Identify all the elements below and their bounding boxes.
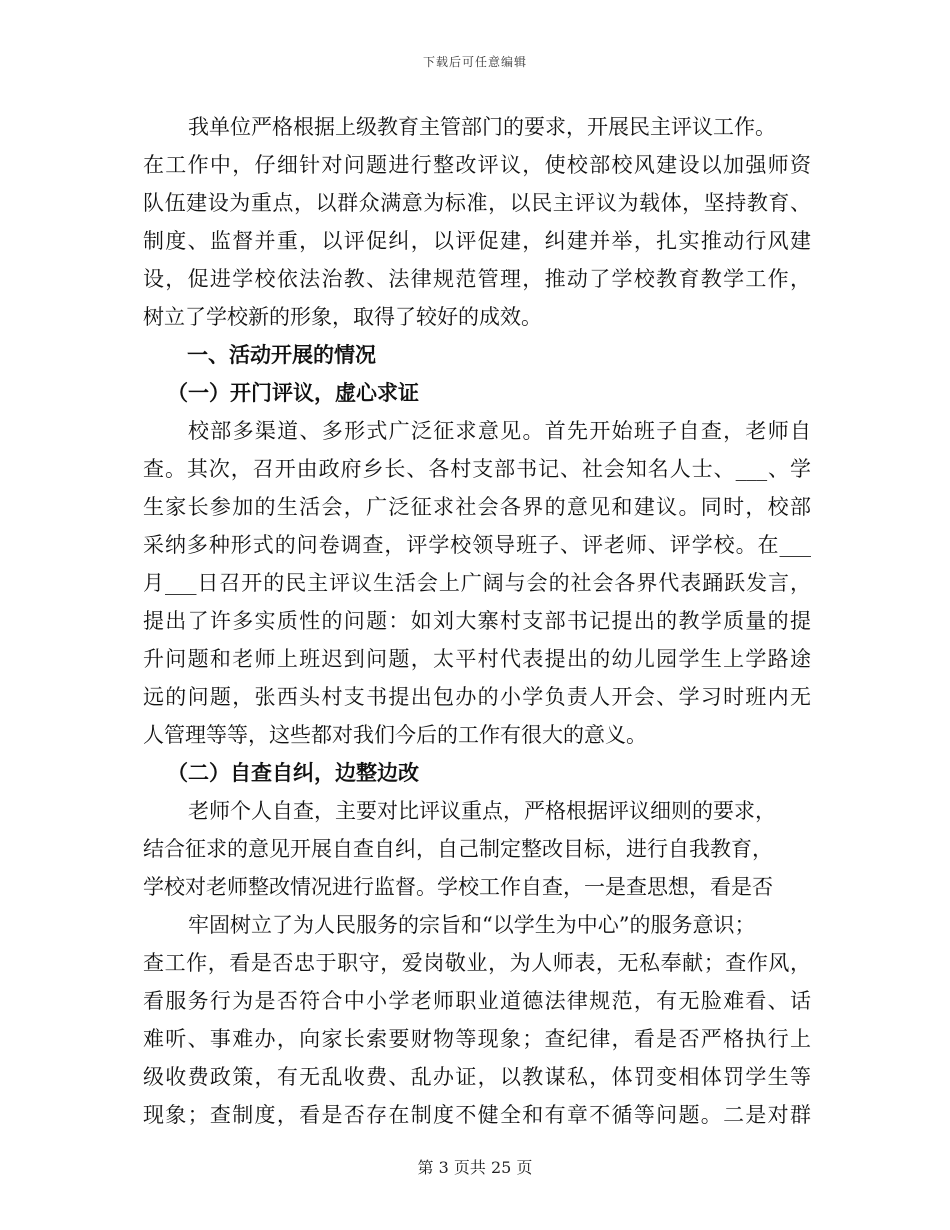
- paragraph-line: 校部多渠道、多形式广泛征求意见。首先开始班子自查，老师自: [188, 419, 811, 443]
- section-heading: 一、活动开展的情况: [187, 343, 376, 367]
- paragraph-line: 学校对老师整改情况进行监督。学校工作自查，一是查思想，看是否: [143, 875, 773, 899]
- paragraph-line: 生家长参加的生活会，广泛征求社会各界的意见和建议。同时，校部: [143, 495, 811, 519]
- subsection-heading: （二）自查自纠，边整边改: [167, 761, 419, 785]
- page-footer: 第 3 页共 25 页: [417, 1158, 533, 1177]
- document-body: [143, 108, 811, 1134]
- paragraph-line: 月___日召开的民主评议生活会上广阔与会的社会各界代表踊跃发言，: [143, 571, 811, 595]
- paragraph-line: 升问题和老师上班迟到问题，太平村代表提出的幼儿园学生上学路途: [143, 647, 811, 671]
- page-header: 下载后可任意编辑: [422, 55, 527, 69]
- paragraph-line: 采纳多种形式的问卷调查，评学校领导班子、评老师、评学校。在___: [143, 533, 811, 557]
- paragraph-line: 现象；查制度，看是否存在制度不健全和有章不循等问题。二是对群: [143, 1103, 811, 1127]
- paragraph-line: 查工作，看是否忠于职守，爱岗敬业，为人师表，无私奉献；查作风，: [143, 951, 811, 975]
- paragraph-line: 难听、事难办，向家长索要财物等现象；查纪律，看是否严格执行上: [143, 1027, 811, 1051]
- paragraph-line: 队伍建设为重点，以群众满意为标准，以民主评议为载体，坚持教育、: [143, 191, 811, 215]
- paragraph-line: 制度、监督并重，以评促纠，以评促建，纠建并举，扎实推动行风建: [143, 229, 811, 253]
- paragraph-line: 提出了许多实质性的问题：如刘大寨村支部书记提出的教学质量的提: [143, 609, 811, 633]
- paragraph-line: 老师个人自查，主要对比评议重点，严格根据评议细则的要求，: [188, 799, 776, 823]
- paragraph-line: 人管理等等，这些都对我们今后的工作有很大的意义。: [143, 723, 647, 747]
- paragraph-line: 看服务行为是否符合中小学老师职业道德法律规范，有无脸难看、话: [143, 989, 811, 1013]
- paragraph-line: 设，促进学校依法治教、法律规范管理，推动了学校教育教学工作，: [143, 267, 811, 291]
- paragraph-line: 我单位严格根据上级教育主管部门的要求，开展民主评议工作。: [188, 115, 776, 139]
- paragraph-line: 树立了学校新的形象，取得了较好的成效。: [143, 305, 542, 329]
- paragraph-line: 牢固树立了为人民服务的宗旨和“以学生为中心”的服务意识；: [188, 913, 756, 937]
- paragraph-line: 结合征求的意见开展自查自纠，自己制定整改目标，进行自我教育，: [143, 837, 773, 861]
- paragraph-line: 查。其次，召开由政府乡长、各村支部书记、社会知名人士、___、学: [143, 457, 811, 481]
- paragraph-line: 级收费政策，有无乱收费、乱办证，以教谋私，体罚变相体罚学生等: [143, 1065, 811, 1089]
- paragraph-line: 远的问题，张西头村支书提出包办的小学负责人开会、学习时班内无: [143, 685, 811, 709]
- paragraph-line: 在工作中，仔细针对问题进行整改评议，使校部校风建设以加强师资: [143, 153, 811, 177]
- subsection-heading: （一）开门评议，虚心求证: [167, 381, 419, 405]
